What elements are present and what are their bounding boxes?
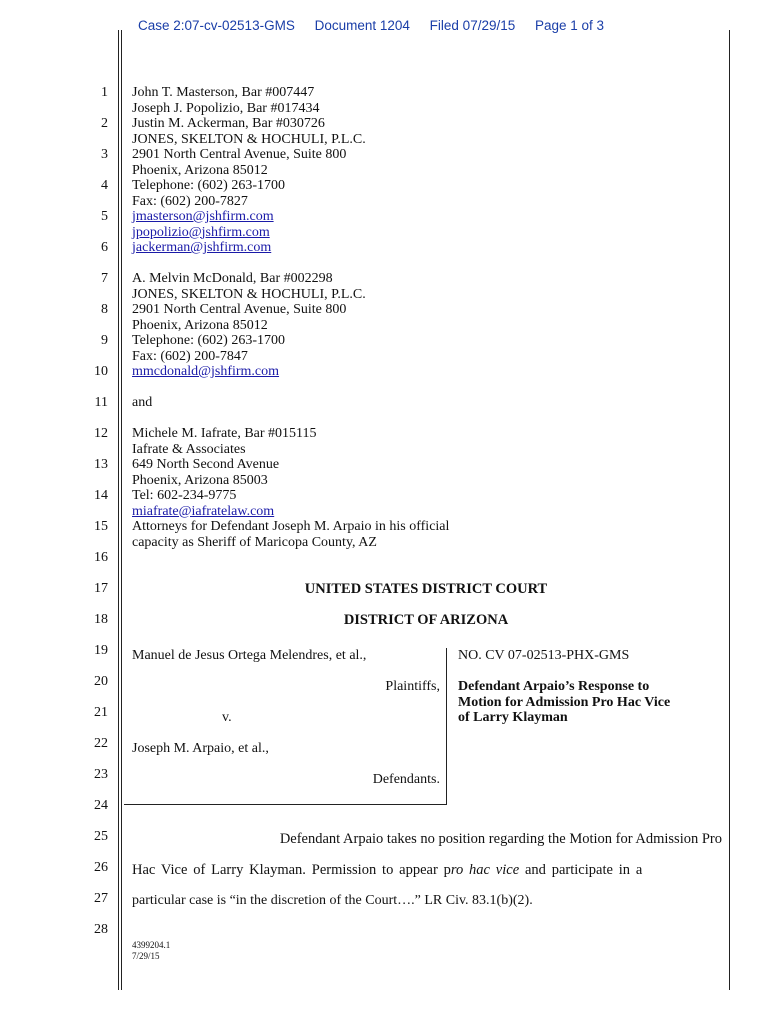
body-line-1: Defendant Arpaio takes no position regarding the Motion for Admission Pro (279, 831, 722, 847)
right-margin-rule (729, 30, 730, 990)
counsel-line: Telephone: (602) 263-1700 (132, 178, 285, 193)
court-district: DISTRICT OF ARIZONA (343, 612, 509, 628)
line-number: 26 (94, 860, 108, 875)
document-number: Document 1204 (314, 18, 410, 33)
document-title-line: of Larry Klayman (458, 710, 568, 725)
document-title-line: Motion for Admission Pro Hac Vice (458, 694, 671, 710)
body-line-2-end: and participate in a (519, 862, 643, 878)
case-no: NO. CV 07-02513-PHX-GMS (458, 648, 630, 663)
document-title-line: Defendant Arpaio’s Response to (458, 679, 650, 694)
counsel-line: JONES, SKELTON & HOCHULI, P.L.C. (132, 131, 366, 147)
counsel-line: Iafrate & Associates (132, 441, 246, 457)
body-line-2 (132, 862, 722, 879)
line-number: 9 (101, 333, 108, 348)
and-text: and (132, 395, 153, 410)
line-number: 22 (94, 736, 108, 751)
line-number: 14 (94, 488, 108, 503)
line-number: 25 (94, 829, 108, 844)
line-number: 19 (94, 643, 108, 658)
line-number: 13 (94, 457, 108, 472)
email-link-jackerman[interactable]: jackerman@jshfirm.com (132, 240, 272, 255)
court-name: UNITED STATES DISTRICT COURT (304, 581, 548, 597)
line-number: 23 (94, 767, 108, 782)
defendant-name: Joseph M. Arpaio, et al., (132, 741, 269, 756)
email-link-miafrate[interactable]: miafrate@iafratelaw.com (132, 503, 275, 519)
email-link-jpopolizio[interactable]: jpopolizio@jshfirm.com (132, 224, 270, 240)
pro-hac-vice-italic: ro hac vice (450, 862, 520, 878)
counsel-line: Fax: (602) 200-7827 (132, 193, 248, 209)
line-number: 5 (101, 209, 108, 224)
ecf-header (138, 18, 620, 33)
line-number: 18 (94, 612, 108, 627)
counsel-line: Tel: 602-234-9775 (132, 488, 237, 503)
email-link-jmasterson[interactable]: jmasterson@jshfirm.com (132, 209, 274, 224)
counsel-line: 2901 North Central Avenue, Suite 800 (132, 147, 347, 162)
line-number: 3 (101, 147, 108, 162)
line-number: 1 (101, 85, 108, 100)
line-number: 21 (94, 705, 108, 720)
line-number: 28 (94, 922, 108, 937)
line-number: 2 (101, 116, 108, 131)
line-number: 6 (101, 240, 108, 255)
plaintiffs-label: Plaintiffs, (385, 679, 440, 694)
line-number: 4 (101, 178, 108, 193)
footer-date: 7/29/15 (132, 951, 160, 961)
line-number: 27 (94, 891, 108, 906)
left-margin-rule-inner (121, 30, 122, 990)
counsel-line: Phoenix, Arizona 85012 (132, 162, 268, 178)
line-number: 7 (101, 271, 108, 286)
line-number: 10 (94, 364, 108, 379)
counsel-line: JONES, SKELTON & HOCHULI, P.L.C. (132, 286, 366, 302)
plaintiff-name: Manuel de Jesus Ortega Melendres, et al., (132, 648, 367, 663)
line-number: 24 (94, 798, 108, 813)
body-line-2-start: Hac Vice of Larry Klayman. Permission to appear p (132, 862, 451, 878)
counsel-line: Fax: (602) 200-7847 (132, 348, 248, 364)
line-number: 8 (101, 302, 108, 317)
attorneys-for-line: capacity as Sheriff of Maricopa County, AZ (132, 534, 377, 550)
attorneys-for-line: Attorneys for Defendant Joseph M. Arpaio in his official (132, 519, 450, 534)
counsel-line: John T. Masterson, Bar #007447 (132, 85, 315, 100)
versus-label: v. (222, 710, 232, 725)
counsel-line: Telephone: (602) 263-1700 (132, 333, 285, 348)
filed-date: Filed 07/29/15 (429, 18, 516, 33)
line-number: 20 (94, 674, 108, 689)
line-number: 15 (94, 519, 108, 534)
counsel-line: Michele M. Iafrate, Bar #015115 (132, 426, 317, 441)
body-line-3: particular case is “in the discretion of the Court….” LR Civ. 83.1(b)(2). (132, 893, 533, 908)
counsel-line: 649 North Second Avenue (132, 457, 280, 472)
case-number: Case 2:07-cv-02513-GMS (138, 18, 295, 33)
footer-doc-id: 4399204.1 (132, 940, 171, 950)
page-indicator: Page 1 of 3 (535, 18, 605, 33)
line-number: 17 (94, 581, 108, 596)
counsel-line: Justin M. Ackerman, Bar #030726 (132, 116, 325, 131)
line-number: 11 (94, 395, 108, 410)
left-margin-rule-outer (118, 30, 119, 990)
line-number: 16 (94, 550, 108, 565)
counsel-line: Phoenix, Arizona 85003 (132, 472, 268, 488)
counsel-line: 2901 North Central Avenue, Suite 800 (132, 302, 347, 317)
counsel-line: A. Melvin McDonald, Bar #002298 (132, 271, 333, 286)
line-number: 12 (94, 426, 108, 441)
counsel-line: Joseph J. Popolizio, Bar #017434 (132, 100, 320, 116)
email-link-mmcdonald[interactable]: mmcdonald@jshfirm.com (132, 364, 280, 379)
counsel-line: Phoenix, Arizona 85012 (132, 317, 268, 333)
defendants-label: Defendants. (372, 772, 440, 787)
